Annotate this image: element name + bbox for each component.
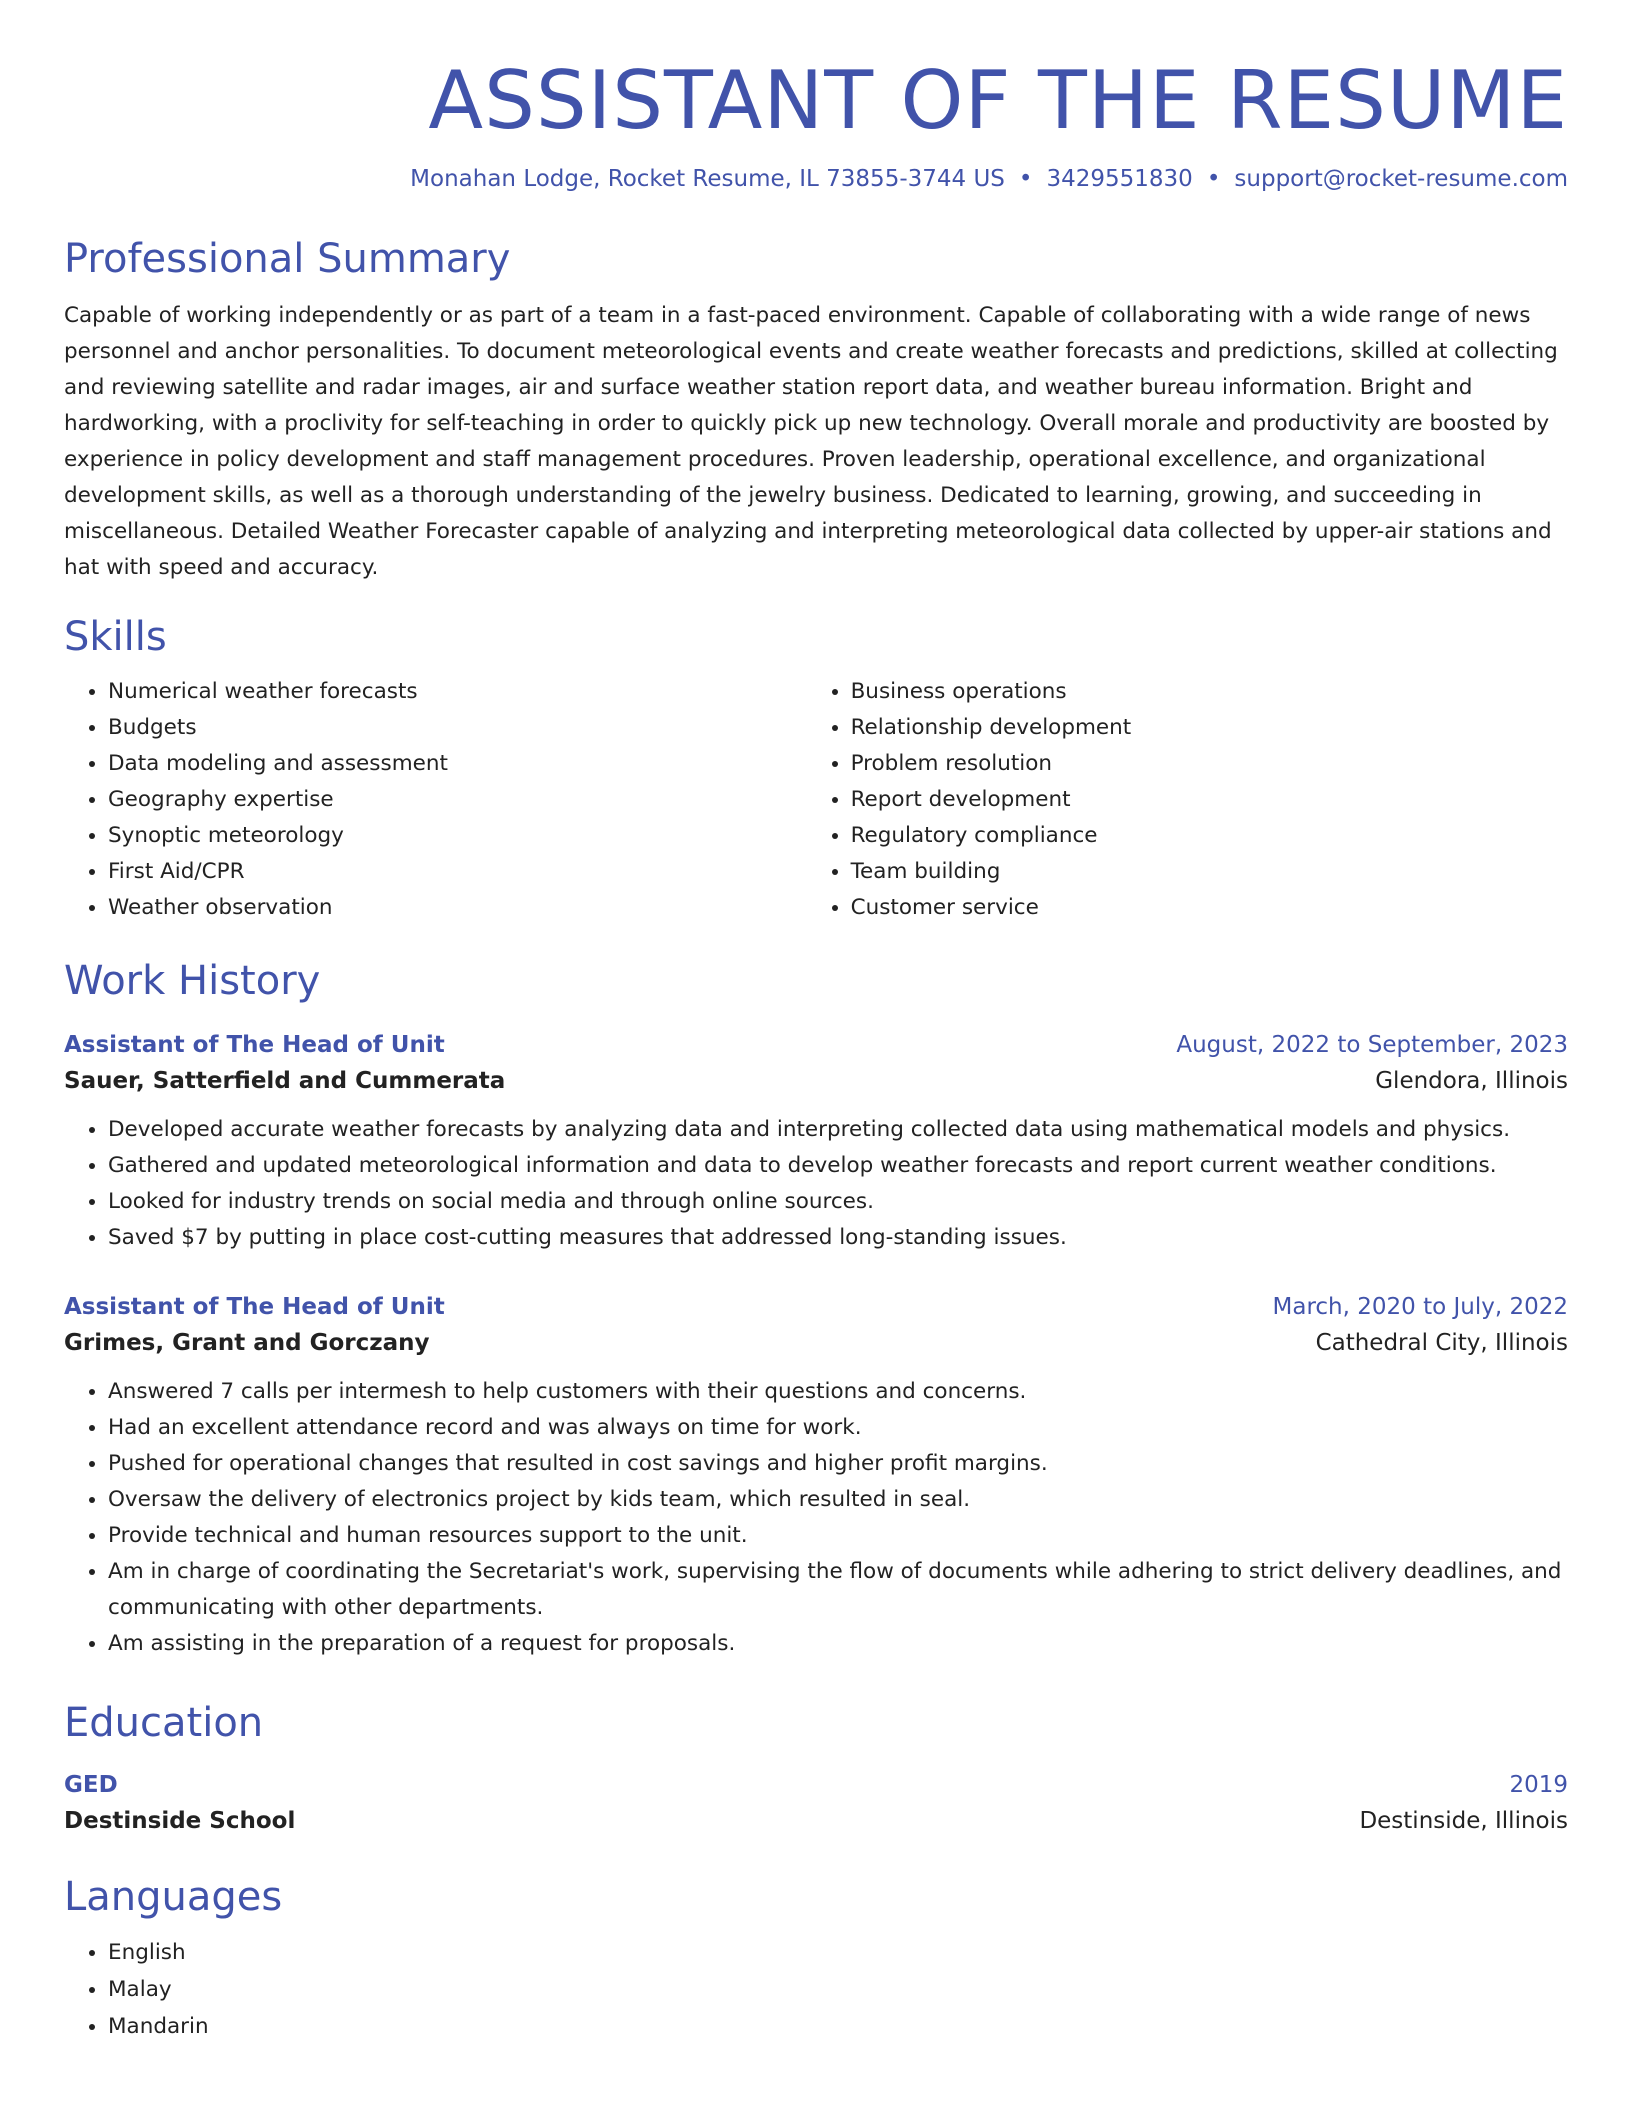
job-company-row	[64, 1324, 1568, 1362]
job-location: Glendora, Illinois	[1375, 1068, 1568, 1094]
job-location: Cathedral City, Illinois	[1315, 1330, 1568, 1356]
contact-separator: •	[1018, 166, 1033, 192]
summary-text: Capable of working independently or as part of a team in a fast-paced environment. Capable of collaborating with a wide range of news personnel and anchor personalities. To document meteorological events and create weather forecasts and predictions, skilled at collecting and reviewing satellite and radar images, air and surface weather station report data, and weather bureau information. Bright and hardworking, with a proclivity for self-teaching in order to quickly pick up new technology. Overall morale and productivity are boosted by experience in policy development and staff management procedures. Proven leadership, operational excellence, and organizational development skills, as well as a thorough understanding of the jewelry business. Dedicated to learning, growing, and succeeding in miscellaneous. Detailed Weather Forecaster capable of analyzing and interpreting meteorological data collected by upper-air stations and hat with speed and accuracy.	[64, 303, 1558, 580]
job-bullet: • Pushed for operational changes that resulted in cost savings and higher profit margins.	[108, 1446, 1568, 1482]
job-company-row	[64, 1062, 1568, 1100]
languages-heading: Languages	[64, 1874, 283, 1920]
job-company: Sauer, Satterfield and Cummerata	[64, 1068, 506, 1094]
education-heading: Education	[64, 1700, 264, 1746]
job-dates: March, 2020 to July, 2022	[1272, 1294, 1568, 1320]
skill-item: • Relationship development	[851, 710, 1568, 746]
skill-item: • Report development	[851, 782, 1568, 818]
job-bullet: • Gathered and updated meteorological information and data to develop weather forecasts and report current weather conditions.	[108, 1148, 1568, 1184]
skill-item: • Business operations	[851, 674, 1568, 710]
skill-item: • Customer service	[851, 890, 1568, 926]
candidate-name: ASSISTANT OF THE RESUME	[428, 54, 1568, 147]
job-bullet: • Looked for industry trends on social media and through online sources.	[108, 1184, 1568, 1220]
skill-item: • Synoptic meteorology	[108, 818, 807, 854]
skills-column-left	[64, 674, 807, 926]
skills-heading: Skills	[64, 614, 167, 660]
job-bullet: • Oversaw the delivery of electronics project by kids team, which resulted in seal.	[108, 1482, 1568, 1518]
contact-phone: 3429551830	[1046, 166, 1193, 192]
job-bullets	[64, 1374, 1568, 1662]
job-bullet: • Developed accurate weather forecasts by analyzing data and interpreting collected data using mathematical models and physics.	[108, 1112, 1568, 1148]
education-entry	[64, 1768, 1568, 1840]
job-bullet: • Provide technical and human resources support to the unit.	[108, 1518, 1568, 1554]
skill-item: • Regulatory compliance	[851, 818, 1568, 854]
skill-item: • First Aid/CPR	[108, 854, 807, 890]
summary-heading: Professional Summary	[64, 236, 511, 282]
job-company: Grimes, Grant and Gorczany	[64, 1330, 430, 1356]
job-bullet: • Am assisting in the preparation of a request for proposals.	[108, 1626, 1568, 1662]
skill-item: • Budgets	[108, 710, 807, 746]
education-header-row	[64, 1768, 1568, 1802]
contact-line	[64, 164, 1568, 194]
language-item: • Mandarin	[108, 2008, 1568, 2045]
education-school: Destinside School	[64, 1808, 296, 1834]
languages-list	[64, 1934, 1568, 2045]
job-header-row	[64, 1290, 1568, 1324]
job-header-row	[64, 1028, 1568, 1062]
skills-column-right	[807, 674, 1568, 926]
skills-list	[64, 674, 1568, 926]
language-item: • Malay	[108, 1971, 1568, 2008]
work-history-heading: Work History	[64, 958, 321, 1004]
job-title: Assistant of The Head of Unit	[64, 1032, 445, 1058]
skill-item: • Geography expertise	[108, 782, 807, 818]
skill-item: • Weather observation	[108, 890, 807, 926]
job-dates: August, 2022 to September, 2023	[1176, 1032, 1568, 1058]
skill-item: • Team building	[851, 854, 1568, 890]
job-bullet: • Saved $7 by putting in place cost-cutting measures that addressed long-standing issues.	[108, 1220, 1568, 1256]
job-title: Assistant of The Head of Unit	[64, 1294, 445, 1320]
job-bullets	[64, 1112, 1568, 1256]
skill-item: • Data modeling and assessment	[108, 746, 807, 782]
education-school-row	[64, 1802, 1568, 1840]
education-year: 2019	[1509, 1772, 1568, 1798]
job-bullet: • Answered 7 calls per intermesh to help customers with their questions and concerns.	[108, 1374, 1568, 1410]
education-location: Destinside, Illinois	[1359, 1808, 1568, 1834]
contact-email[interactable]: support@rocket-resume.com	[1234, 166, 1568, 192]
language-item: • English	[108, 1934, 1568, 1971]
skill-item: • Problem resolution	[851, 746, 1568, 782]
job-bullet: • Had an excellent attendance record and was always on time for work.	[108, 1410, 1568, 1446]
education-degree: GED	[64, 1772, 118, 1798]
contact-separator: •	[1206, 166, 1221, 192]
job-entry	[64, 1290, 1568, 1662]
skill-item: • Numerical weather forecasts	[108, 674, 807, 710]
contact-address: Monahan Lodge, Rocket Resume, IL 73855-3744 US	[410, 166, 1005, 192]
job-bullet: • Am in charge of coordinating the Secretariat's work, supervising the flow of documents while adhering to strict delivery deadlines, and communicating with other departments.	[108, 1554, 1568, 1626]
job-entry	[64, 1028, 1568, 1256]
